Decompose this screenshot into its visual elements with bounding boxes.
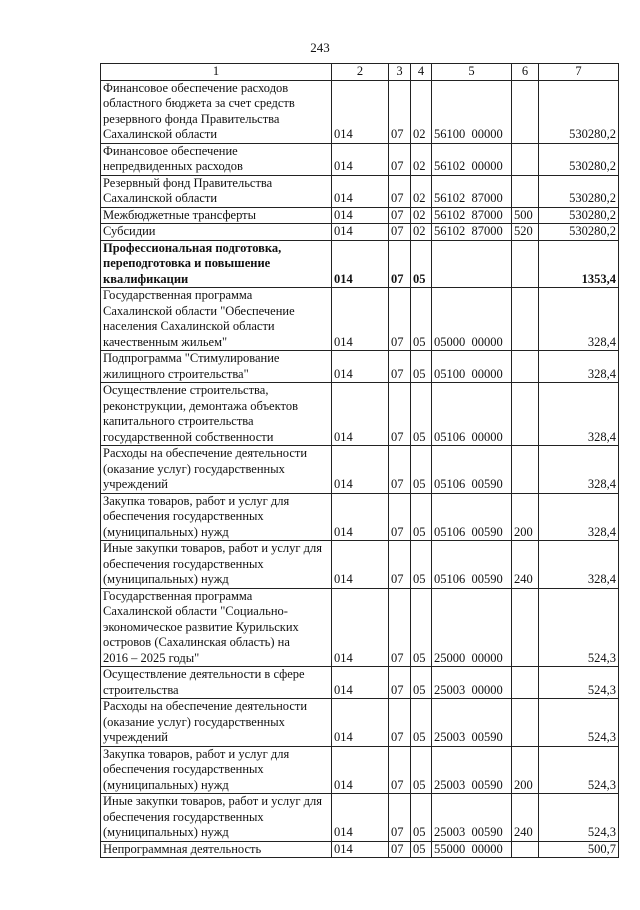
grbs-code-cell: 014 — [332, 699, 389, 747]
expense-type-cell — [512, 351, 539, 383]
expense-type-cell — [512, 175, 539, 207]
row-name-cell: Подпрограмма "Стимулирование жилищного строительства" — [101, 351, 332, 383]
amount-cell: 328,4 — [539, 351, 619, 383]
table-row — [101, 541, 619, 589]
grbs-code-cell: 014 — [332, 588, 389, 667]
grbs-code-cell: 014 — [332, 541, 389, 589]
target-article-cell: 56100 00000 — [432, 80, 512, 143]
table-row — [101, 288, 619, 351]
section-code-cell: 07 — [389, 143, 411, 175]
table-row — [101, 175, 619, 207]
grbs-code-cell: 014 — [332, 493, 389, 541]
amount-cell: 500,7 — [539, 841, 619, 858]
section-code-cell: 07 — [389, 80, 411, 143]
table-row — [101, 143, 619, 175]
amount-cell: 328,4 — [539, 383, 619, 446]
amount-cell: 530280,2 — [539, 143, 619, 175]
expense-type-cell — [512, 288, 539, 351]
amount-cell: 530280,2 — [539, 224, 619, 241]
grbs-code-cell: 014 — [332, 80, 389, 143]
expense-type-cell — [512, 383, 539, 446]
table-row — [101, 841, 619, 858]
target-article-cell — [432, 240, 512, 288]
grbs-code-cell: 014 — [332, 667, 389, 699]
column-number: 1 — [101, 64, 332, 81]
page-number: 243 — [310, 40, 330, 55]
expense-type-cell — [512, 588, 539, 667]
section-code-cell: 07 — [389, 240, 411, 288]
section-code-cell: 07 — [389, 841, 411, 858]
amount-cell: 1353,4 — [539, 240, 619, 288]
row-name-cell: Расходы на обеспечение деятельности (оказание услуг) государственных учреждений — [101, 446, 332, 494]
target-article-cell: 05106 00590 — [432, 446, 512, 494]
subsection-code-cell: 05 — [411, 794, 432, 842]
row-name-cell: Резервный фонд Правительства Сахалинской области — [101, 175, 332, 207]
column-number: 6 — [512, 64, 539, 81]
section-code-cell: 07 — [389, 794, 411, 842]
table-row — [101, 667, 619, 699]
grbs-code-cell: 014 — [332, 143, 389, 175]
row-name-cell: Межбюджетные трансферты — [101, 207, 332, 224]
amount-cell: 524,3 — [539, 794, 619, 842]
amount-cell: 524,3 — [539, 667, 619, 699]
section-code-cell: 07 — [389, 224, 411, 241]
expense-type-cell: 500 — [512, 207, 539, 224]
target-article-cell: 25003 00000 — [432, 667, 512, 699]
row-name-cell: Непрограммная деятельность — [101, 841, 332, 858]
section-code-cell: 07 — [389, 288, 411, 351]
row-name-cell: Финансовое обеспечение расходов областного бюджета за счет средств резервного фонда Правительства Сахалинской области — [101, 80, 332, 143]
column-number: 5 — [432, 64, 512, 81]
target-article-cell: 56102 87000 — [432, 207, 512, 224]
amount-cell: 524,3 — [539, 588, 619, 667]
column-number: 7 — [539, 64, 619, 81]
amount-cell: 530280,2 — [539, 80, 619, 143]
row-name-cell: Закупка товаров, работ и услуг для обеспечения государственных (муниципальных) нужд — [101, 493, 332, 541]
subsection-code-cell: 05 — [411, 699, 432, 747]
budget-table — [100, 63, 619, 858]
row-name-cell: Государственная программа Сахалинской области "Социально- экономическое развитие Курильских островов (Сахалинская область) на 2016 – 2025 годы" — [101, 588, 332, 667]
subsection-code-cell: 02 — [411, 224, 432, 241]
section-code-cell: 07 — [389, 588, 411, 667]
expense-type-cell — [512, 80, 539, 143]
section-code-cell: 07 — [389, 351, 411, 383]
table-row — [101, 699, 619, 747]
table-row — [101, 493, 619, 541]
expense-type-cell — [512, 446, 539, 494]
table-row — [101, 588, 619, 667]
subsection-code-cell: 02 — [411, 175, 432, 207]
section-code-cell: 07 — [389, 446, 411, 494]
target-article-cell: 56102 00000 — [432, 143, 512, 175]
table-row — [101, 240, 619, 288]
column-number: 4 — [411, 64, 432, 81]
section-code-cell: 07 — [389, 746, 411, 794]
row-name-cell: Расходы на обеспечение деятельности (оказание услуг) государственных учреждений — [101, 699, 332, 747]
row-name-cell: Осуществление деятельности в сфере строительства — [101, 667, 332, 699]
amount-cell: 328,4 — [539, 541, 619, 589]
subsection-code-cell: 05 — [411, 667, 432, 699]
subsection-code-cell: 05 — [411, 746, 432, 794]
amount-cell: 328,4 — [539, 493, 619, 541]
amount-cell: 530280,2 — [539, 175, 619, 207]
expense-type-cell — [512, 667, 539, 699]
expense-type-cell: 200 — [512, 746, 539, 794]
row-name-cell: Финансовое обеспечение непредвиденных расходов — [101, 143, 332, 175]
grbs-code-cell: 014 — [332, 794, 389, 842]
grbs-code-cell: 014 — [332, 175, 389, 207]
target-article-cell: 56102 87000 — [432, 175, 512, 207]
subsection-code-cell: 05 — [411, 351, 432, 383]
row-name-cell: Иные закупки товаров, работ и услуг для обеспечения государственных (муниципальных) нужд — [101, 794, 332, 842]
expense-type-cell: 200 — [512, 493, 539, 541]
table-row — [101, 80, 619, 143]
table-row — [101, 794, 619, 842]
target-article-cell: 05106 00590 — [432, 541, 512, 589]
column-number: 3 — [389, 64, 411, 81]
table-row — [101, 746, 619, 794]
target-article-cell: 25000 00000 — [432, 588, 512, 667]
section-code-cell: 07 — [389, 383, 411, 446]
column-number-row — [101, 64, 619, 81]
subsection-code-cell: 05 — [411, 588, 432, 667]
section-code-cell: 07 — [389, 175, 411, 207]
table-row — [101, 446, 619, 494]
row-name-cell: Закупка товаров, работ и услуг для обеспечения государственных (муниципальных) нужд — [101, 746, 332, 794]
amount-cell: 530280,2 — [539, 207, 619, 224]
target-article-cell: 25003 00590 — [432, 699, 512, 747]
row-name-cell: Иные закупки товаров, работ и услуг для обеспечения государственных (муниципальных) нужд — [101, 541, 332, 589]
row-name-cell: Государственная программа Сахалинской области "Обеспечение населения Сахалинской области качественным жильем" — [101, 288, 332, 351]
target-article-cell: 05106 00000 — [432, 383, 512, 446]
table-row — [101, 207, 619, 224]
target-article-cell: 05106 00590 — [432, 493, 512, 541]
target-article-cell: 55000 00000 — [432, 841, 512, 858]
table-row — [101, 383, 619, 446]
table-row — [101, 224, 619, 241]
target-article-cell: 05000 00000 — [432, 288, 512, 351]
subsection-code-cell: 05 — [411, 541, 432, 589]
subsection-code-cell: 05 — [411, 446, 432, 494]
section-code-cell: 07 — [389, 207, 411, 224]
expense-type-cell — [512, 143, 539, 175]
expense-type-cell — [512, 699, 539, 747]
expense-type-cell — [512, 240, 539, 288]
subsection-code-cell: 05 — [411, 841, 432, 858]
grbs-code-cell: 014 — [332, 841, 389, 858]
expense-type-cell: 240 — [512, 794, 539, 842]
target-article-cell: 25003 00590 — [432, 794, 512, 842]
section-code-cell: 07 — [389, 493, 411, 541]
target-article-cell: 56102 87000 — [432, 224, 512, 241]
amount-cell: 328,4 — [539, 446, 619, 494]
column-number: 2 — [332, 64, 389, 81]
table-body — [101, 80, 619, 858]
expense-type-cell: 240 — [512, 541, 539, 589]
amount-cell: 328,4 — [539, 288, 619, 351]
target-article-cell: 05100 00000 — [432, 351, 512, 383]
row-name-cell: Субсидии — [101, 224, 332, 241]
row-name-cell: Осуществление строительства, реконструкции, демонтажа объектов капитального строительства государственной собственности — [101, 383, 332, 446]
expense-type-cell — [512, 841, 539, 858]
subsection-code-cell: 05 — [411, 240, 432, 288]
subsection-code-cell: 02 — [411, 207, 432, 224]
grbs-code-cell: 014 — [332, 207, 389, 224]
grbs-code-cell: 014 — [332, 224, 389, 241]
grbs-code-cell: 014 — [332, 351, 389, 383]
subsection-code-cell: 05 — [411, 288, 432, 351]
grbs-code-cell: 014 — [332, 746, 389, 794]
subsection-code-cell: 02 — [411, 143, 432, 175]
grbs-code-cell: 014 — [332, 240, 389, 288]
target-article-cell: 25003 00590 — [432, 746, 512, 794]
section-code-cell: 07 — [389, 699, 411, 747]
expense-type-cell: 520 — [512, 224, 539, 241]
subsection-code-cell: 05 — [411, 493, 432, 541]
amount-cell: 524,3 — [539, 746, 619, 794]
grbs-code-cell: 014 — [332, 288, 389, 351]
row-name-cell: Профессиональная подготовка, переподготовка и повышение квалификации — [101, 240, 332, 288]
section-code-cell: 07 — [389, 667, 411, 699]
grbs-code-cell: 014 — [332, 383, 389, 446]
table-row — [101, 351, 619, 383]
subsection-code-cell: 02 — [411, 80, 432, 143]
grbs-code-cell: 014 — [332, 446, 389, 494]
section-code-cell: 07 — [389, 541, 411, 589]
subsection-code-cell: 05 — [411, 383, 432, 446]
amount-cell: 524,3 — [539, 699, 619, 747]
